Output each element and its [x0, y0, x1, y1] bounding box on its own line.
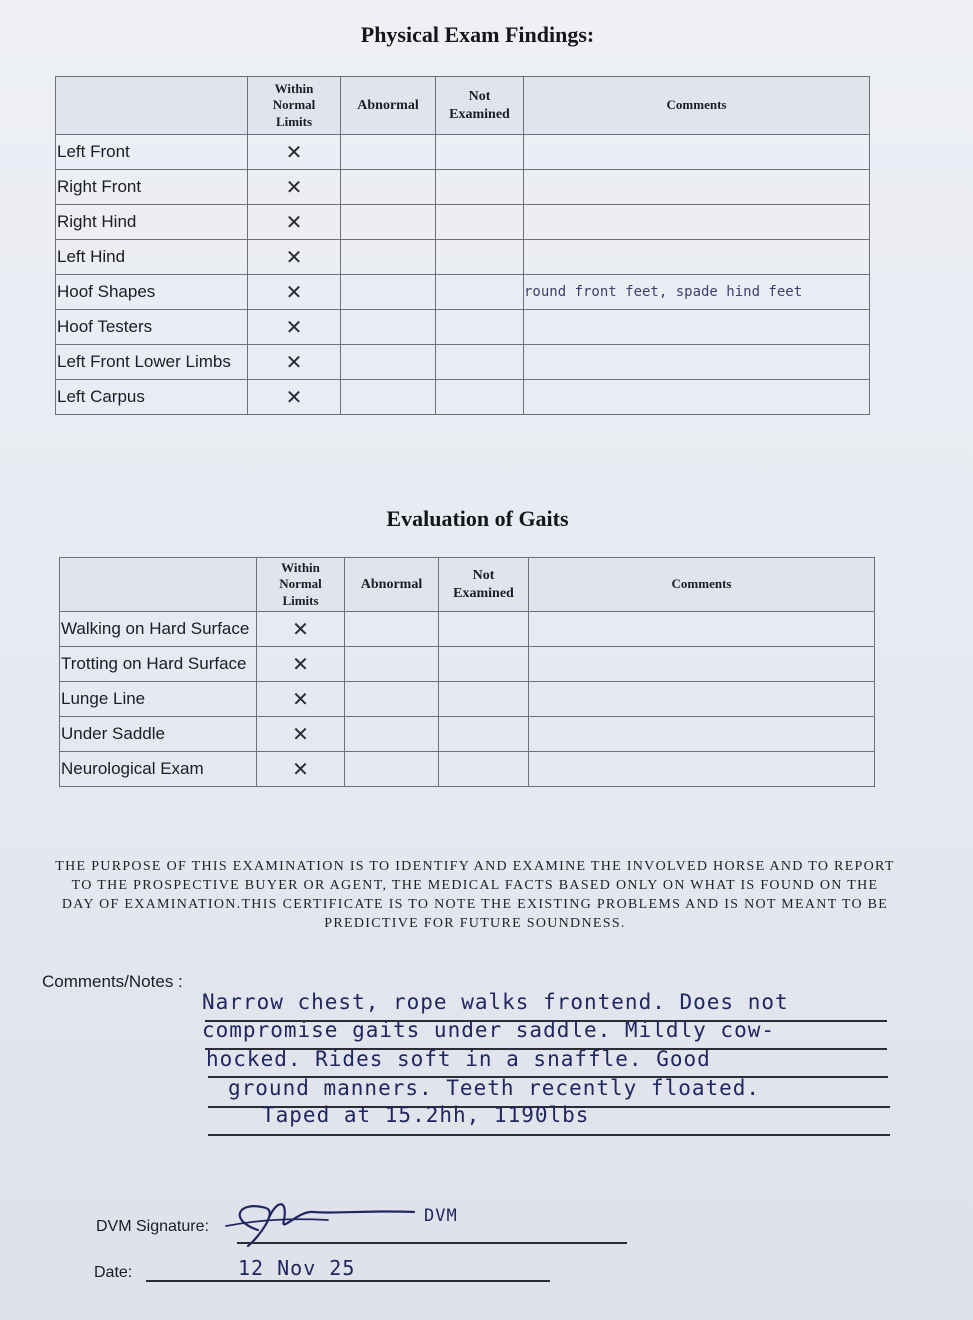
comments-cell — [524, 205, 870, 240]
row-label: Left Front — [56, 135, 248, 170]
row-label: Neurological Exam — [60, 752, 257, 787]
within-normal-limits-mark: ✕ — [257, 752, 345, 787]
comments-cell — [524, 345, 870, 380]
within-normal-limits-mark: ✕ — [248, 310, 341, 345]
row-label: Hoof Shapes — [56, 275, 248, 310]
comments-cell — [524, 380, 870, 415]
row-label: Under Saddle — [60, 717, 257, 752]
row-label: Hoof Testers — [56, 310, 248, 345]
header-blank-cell — [56, 77, 248, 135]
gaits-table — [59, 557, 875, 787]
dvm-signature-label: DVM Signature: — [96, 1218, 209, 1235]
comments-cell: round front feet, spade hind feet — [524, 275, 870, 310]
abnormal-cell — [341, 380, 436, 415]
within-normal-limits-mark: ✕ — [248, 275, 341, 310]
physical-exam-table — [55, 76, 870, 415]
row-label: Walking on Hard Surface — [60, 612, 257, 647]
not-examined-cell — [436, 275, 524, 310]
comments-cell — [524, 240, 870, 275]
table-header-row — [56, 77, 870, 135]
header-abnormal: Abnormal — [345, 558, 439, 612]
within-normal-limits-mark: ✕ — [257, 682, 345, 717]
abnormal-cell — [345, 717, 439, 752]
within-normal-limits-mark: ✕ — [257, 647, 345, 682]
header-text: Within — [274, 81, 314, 97]
abnormal-cell — [345, 612, 439, 647]
header-not-examined — [436, 77, 524, 135]
not-examined-cell — [439, 612, 529, 647]
row-label: Left Hind — [56, 240, 248, 275]
header-text: Normal — [279, 576, 322, 592]
abnormal-cell — [341, 310, 436, 345]
physical-exam-title: Physical Exam Findings: — [360, 22, 595, 47]
table-row — [60, 717, 875, 752]
header-text: Examined — [453, 585, 514, 601]
table-row — [56, 170, 870, 205]
date-label: Date: — [94, 1264, 133, 1281]
abnormal-cell — [341, 170, 436, 205]
date-line — [146, 1280, 550, 1282]
abnormal-cell — [345, 752, 439, 787]
header-not-examined — [439, 558, 529, 612]
not-examined-cell — [436, 310, 524, 345]
header-text: Limits — [275, 113, 313, 129]
exam-rows — [56, 135, 870, 415]
notes-line: Narrow chest, rope walks frontend. Does not — [202, 990, 789, 1014]
header-comments: Comments — [529, 558, 875, 612]
table-row — [60, 752, 875, 787]
row-label: Left Carpus — [56, 380, 248, 415]
disclaimer-text: THE PURPOSE OF THIS EXAMINATION IS TO IDENTIFY AND EXAMINE THE INVOLVED HORSE AND TO REPORT TO THE PROSPECTIVE BUYER OR AGENT, THE MEDICAL FACTS BASED ONLY ON WHAT IS FOUND ON THE DAY OF EXAMINATION.THIS CERTIFICATE IS TO NOTE THE EXISTING PROBLEMS AND IS NOT MEANT TO BE PREDICTIVE FOR FUTURE SOUNDNESS. — [55, 859, 895, 931]
notes-underline — [208, 1134, 890, 1136]
header-text: Not — [472, 568, 495, 583]
within-normal-limits-mark: ✕ — [257, 612, 345, 647]
table-row — [56, 275, 870, 310]
comments-cell — [529, 752, 875, 787]
handwritten-signature — [218, 1190, 418, 1256]
comments-notes-label: Comments/Notes : — [42, 972, 183, 991]
comments-cell — [529, 717, 875, 752]
within-normal-limits-mark: ✕ — [248, 240, 341, 275]
table-row — [60, 612, 875, 647]
table-row — [56, 380, 870, 415]
table-row — [56, 310, 870, 345]
abnormal-cell — [345, 682, 439, 717]
not-examined-cell — [439, 647, 529, 682]
not-examined-cell — [436, 170, 524, 205]
not-examined-cell — [436, 135, 524, 170]
comments-cell — [524, 170, 870, 205]
header-text: Within — [281, 560, 320, 576]
within-normal-limits-mark: ✕ — [257, 717, 345, 752]
table-row — [56, 135, 870, 170]
table-row — [56, 205, 870, 240]
not-examined-cell — [439, 682, 529, 717]
notes-line: Taped at 15.2hh, 1190lbs — [262, 1103, 590, 1127]
comments-cell — [524, 310, 870, 345]
row-label: Trotting on Hard Surface — [60, 647, 257, 682]
notes-line: hocked. Rides soft in a snaffle. Good — [206, 1047, 711, 1071]
header-text: Not — [468, 89, 491, 104]
row-label: Lunge Line — [60, 682, 257, 717]
abnormal-cell — [345, 647, 439, 682]
within-normal-limits-mark: ✕ — [248, 380, 341, 415]
gait-rows — [60, 612, 875, 787]
header-text: Normal — [272, 97, 316, 113]
header-text: Examined — [449, 106, 510, 122]
gaits-title: Evaluation of Gaits — [386, 506, 569, 531]
comments-cell — [529, 682, 875, 717]
abnormal-cell — [341, 205, 436, 240]
abnormal-cell — [341, 345, 436, 380]
table-header-row — [60, 558, 875, 612]
within-normal-limits-mark: ✕ — [248, 170, 341, 205]
signature-line — [237, 1242, 627, 1244]
abnormal-cell — [341, 240, 436, 275]
header-text: Limits — [282, 592, 319, 608]
table-row — [56, 240, 870, 275]
notes-line: ground manners. Teeth recently floated. — [228, 1076, 761, 1100]
not-examined-cell — [436, 205, 524, 240]
header-comments: Comments — [524, 77, 870, 135]
abnormal-cell — [341, 275, 436, 310]
header-abnormal: Abnormal — [341, 77, 436, 135]
not-examined-cell — [439, 717, 529, 752]
notes-line: compromise gaits under saddle. Mildly cow- — [202, 1018, 776, 1042]
within-normal-limits-mark: ✕ — [248, 205, 341, 240]
table-row — [60, 682, 875, 717]
header-within-normal-limits — [248, 77, 341, 135]
not-examined-cell — [439, 752, 529, 787]
within-normal-limits-mark: ✕ — [248, 135, 341, 170]
dvm-suffix: DVM — [424, 1206, 458, 1226]
row-label: Right Hind — [56, 205, 248, 240]
table-row — [56, 345, 870, 380]
comments-cell — [529, 612, 875, 647]
comments-cell — [524, 135, 870, 170]
within-normal-limits-mark: ✕ — [248, 345, 341, 380]
not-examined-cell — [436, 380, 524, 415]
row-label: Left Front Lower Limbs — [56, 345, 248, 380]
not-examined-cell — [436, 345, 524, 380]
comments-cell — [529, 647, 875, 682]
not-examined-cell — [436, 240, 524, 275]
header-within-normal-limits — [257, 558, 345, 612]
table-row — [60, 647, 875, 682]
header-blank-cell — [60, 558, 257, 612]
row-label: Right Front — [56, 170, 248, 205]
abnormal-cell — [341, 135, 436, 170]
date-value: 12 Nov 25 — [238, 1256, 356, 1280]
